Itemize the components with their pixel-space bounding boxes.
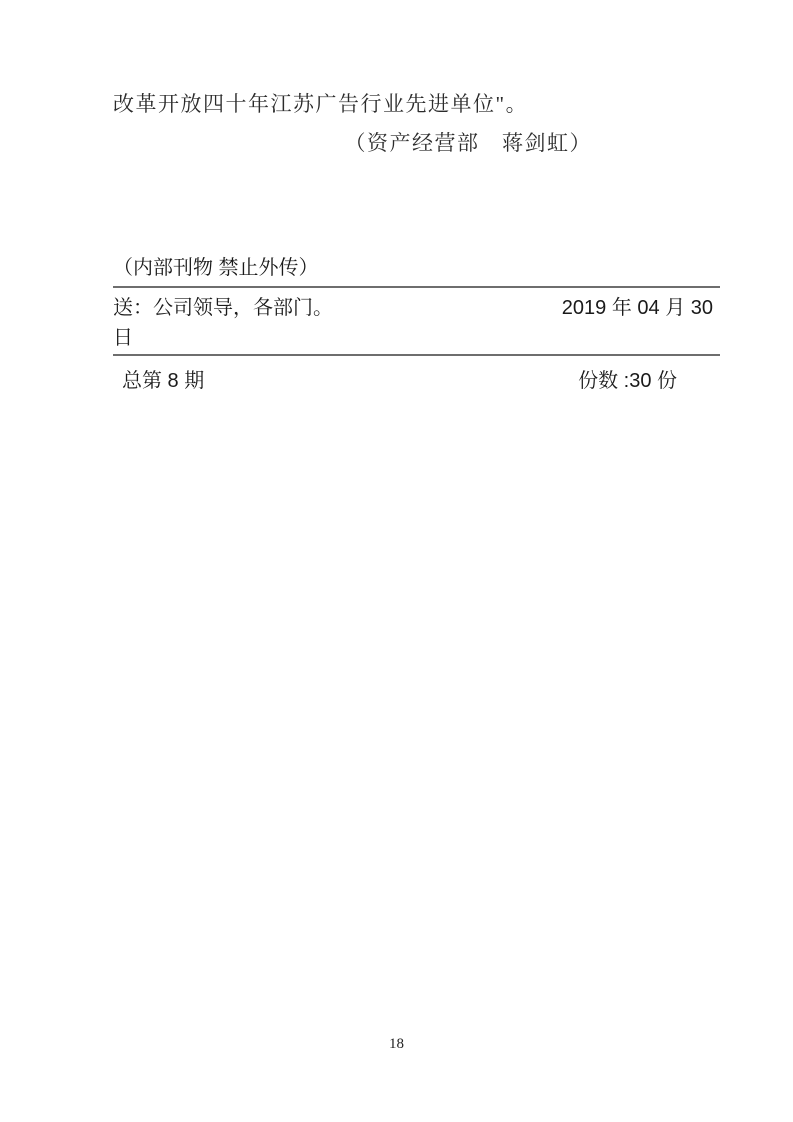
issue-row (113, 356, 720, 395)
distribution-block (113, 288, 720, 354)
closing-section (113, 90, 720, 157)
issue-number: 总第 8 期 (122, 370, 205, 392)
distribution-row (113, 293, 720, 323)
internal-notice: （内部刊物 禁止外传） (113, 257, 319, 279)
closing-text: 改革开放四十年江苏广告行业先进单位"。 (113, 92, 529, 116)
signature-text: （资产经营部 蒋剑虹） (344, 131, 592, 155)
issue-date-wrapped-char: 日 (113, 327, 133, 349)
distribution-text: 送：公司领导，各部门。 (113, 297, 333, 319)
copies-count: 份数 :30 份 (578, 370, 677, 392)
page-number: 18 (389, 1036, 404, 1052)
colophon-section (113, 254, 720, 395)
issue-date: 2019 年 04 月 30 (561, 297, 713, 319)
